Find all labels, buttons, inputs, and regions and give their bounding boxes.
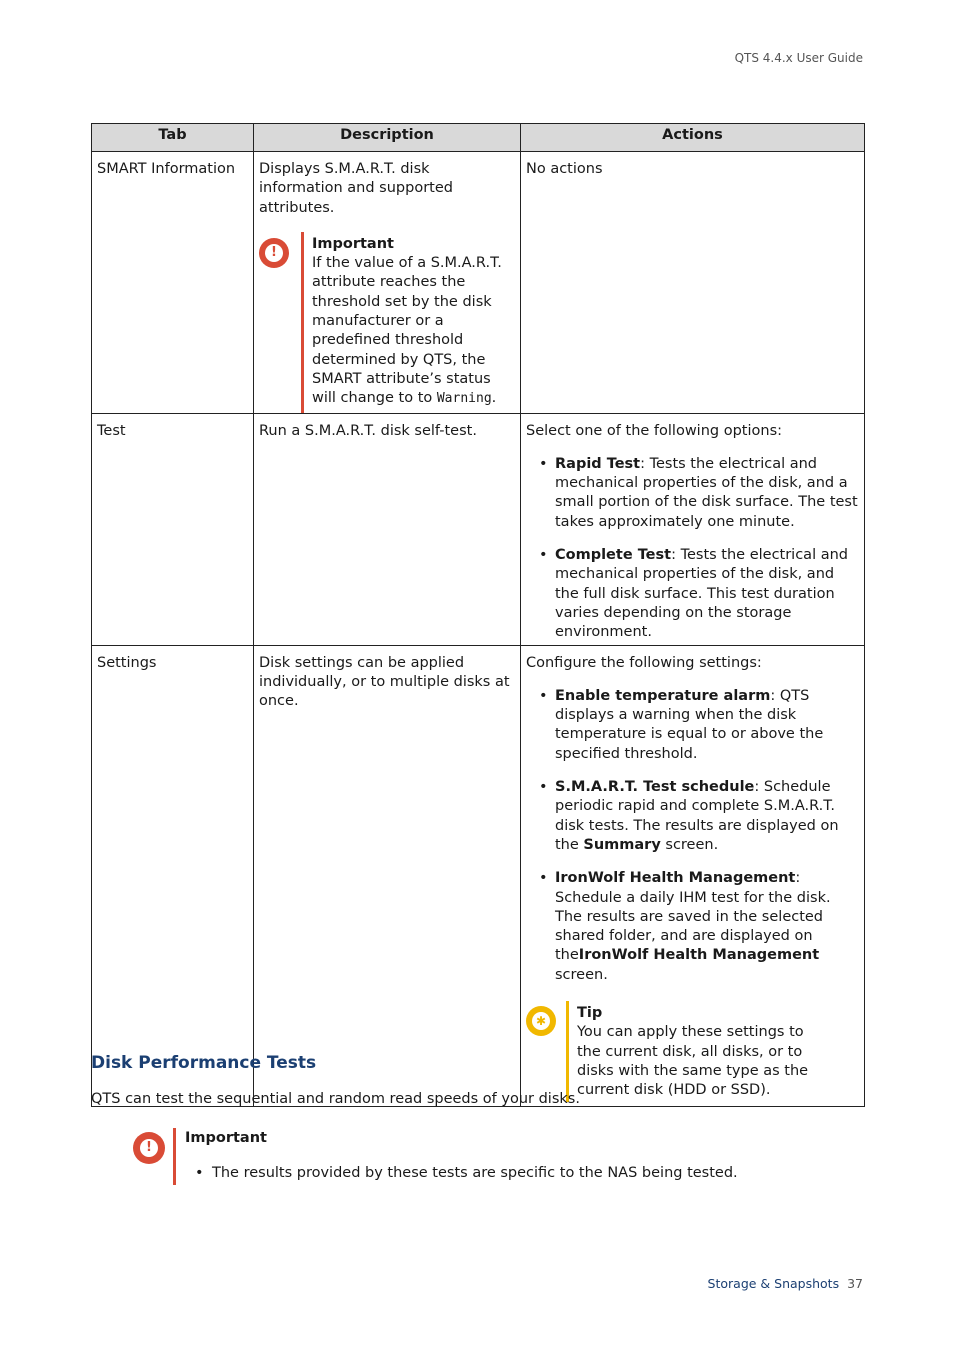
- tab-name: Test: [97, 422, 126, 439]
- actions-text: No actions: [526, 161, 603, 177]
- actions-intro: Configure the following settings:: [526, 654, 762, 671]
- table-row: [92, 645, 865, 1107]
- tip-text: You can apply these settings to the current disk, all disks, or to disks with the same type as the current disk (HDD or SSD).: [577, 1024, 809, 1099]
- important-title: Important: [312, 235, 394, 252]
- page-number: 37: [847, 1276, 863, 1291]
- important-note: [133, 1128, 833, 1185]
- tip-note: [526, 1001, 861, 1102]
- list-item: • IronWolf Health Management: Schedule a daily IHM test for the disk. The results are saved in the selected shared folder, and are displayed on theIronWolf Health Management screen.: [539, 870, 831, 983]
- description-text: Disk settings can be applied individually, or to multiple disks at once.: [259, 654, 510, 710]
- note-bar: [173, 1128, 176, 1185]
- note-bar: [301, 232, 304, 413]
- tab-name: Settings: [97, 654, 157, 671]
- list-item: • Rapid Test: Tests the electrical and mechanical properties of the disk, and a small portion of the disk surface. The test takes approximately one minute.: [539, 455, 858, 530]
- tip-title: Tip: [577, 1004, 603, 1021]
- actions-intro: Select one of the following options:: [526, 422, 783, 439]
- description-text: Run a S.M.A.R.T. disk self-test.: [259, 422, 477, 439]
- note-bar: [566, 1001, 569, 1102]
- page-footer: [708, 1276, 863, 1291]
- list-item: • Complete Test: Tests the electrical and mechanical properties of the disk, and the full disk surface. This test duration varies depending on the storage environment.: [539, 547, 848, 641]
- table-row: [92, 152, 865, 414]
- important-title: Important: [185, 1130, 267, 1146]
- column-header-description: Description: [254, 124, 521, 152]
- list-item: • The results provided by these tests are specific to the NAS being tested.: [195, 1165, 738, 1181]
- column-header-actions: Actions: [521, 124, 865, 152]
- page-header: QTS 4.4.x User Guide: [734, 51, 863, 65]
- exclamation-icon: !: [133, 1132, 165, 1164]
- tab-name: SMART Information: [97, 161, 236, 177]
- section-heading: Disk Performance Tests: [91, 1053, 317, 1073]
- footer-section-link[interactable]: Storage & Snapshots: [707, 1276, 840, 1291]
- disk-tabs-table: [91, 123, 865, 1107]
- warning-code: Warning: [436, 391, 492, 407]
- description-text: Displays S.M.A.R.T. disk information and supported attributes.: [259, 161, 453, 216]
- list-item: • S.M.A.R.T. Test schedule: Schedule periodic rapid and complete S.M.A.R.T. disk tests. The results are displayed on the Summary screen.: [539, 779, 839, 853]
- important-text: If the value of a S.M.A.R.T. attribute reaches the threshold set by the disk manufacturer or a predefined threshold determined by QTS, the SMART attribute’s status will change to to Warning.: [312, 255, 502, 407]
- section-paragraph: QTS can test the sequential and random read speeds of your disks.: [91, 1091, 580, 1107]
- important-note: [259, 232, 515, 413]
- table-row: [92, 413, 865, 645]
- list-item: • Enable temperature alarm: QTS displays a warning when the disk temperature is equal to or above the specified threshold.: [539, 687, 824, 762]
- column-header-tab: Tab: [92, 124, 254, 152]
- exclamation-icon: !: [259, 238, 289, 268]
- lightbulb-icon: ✱: [526, 1006, 556, 1036]
